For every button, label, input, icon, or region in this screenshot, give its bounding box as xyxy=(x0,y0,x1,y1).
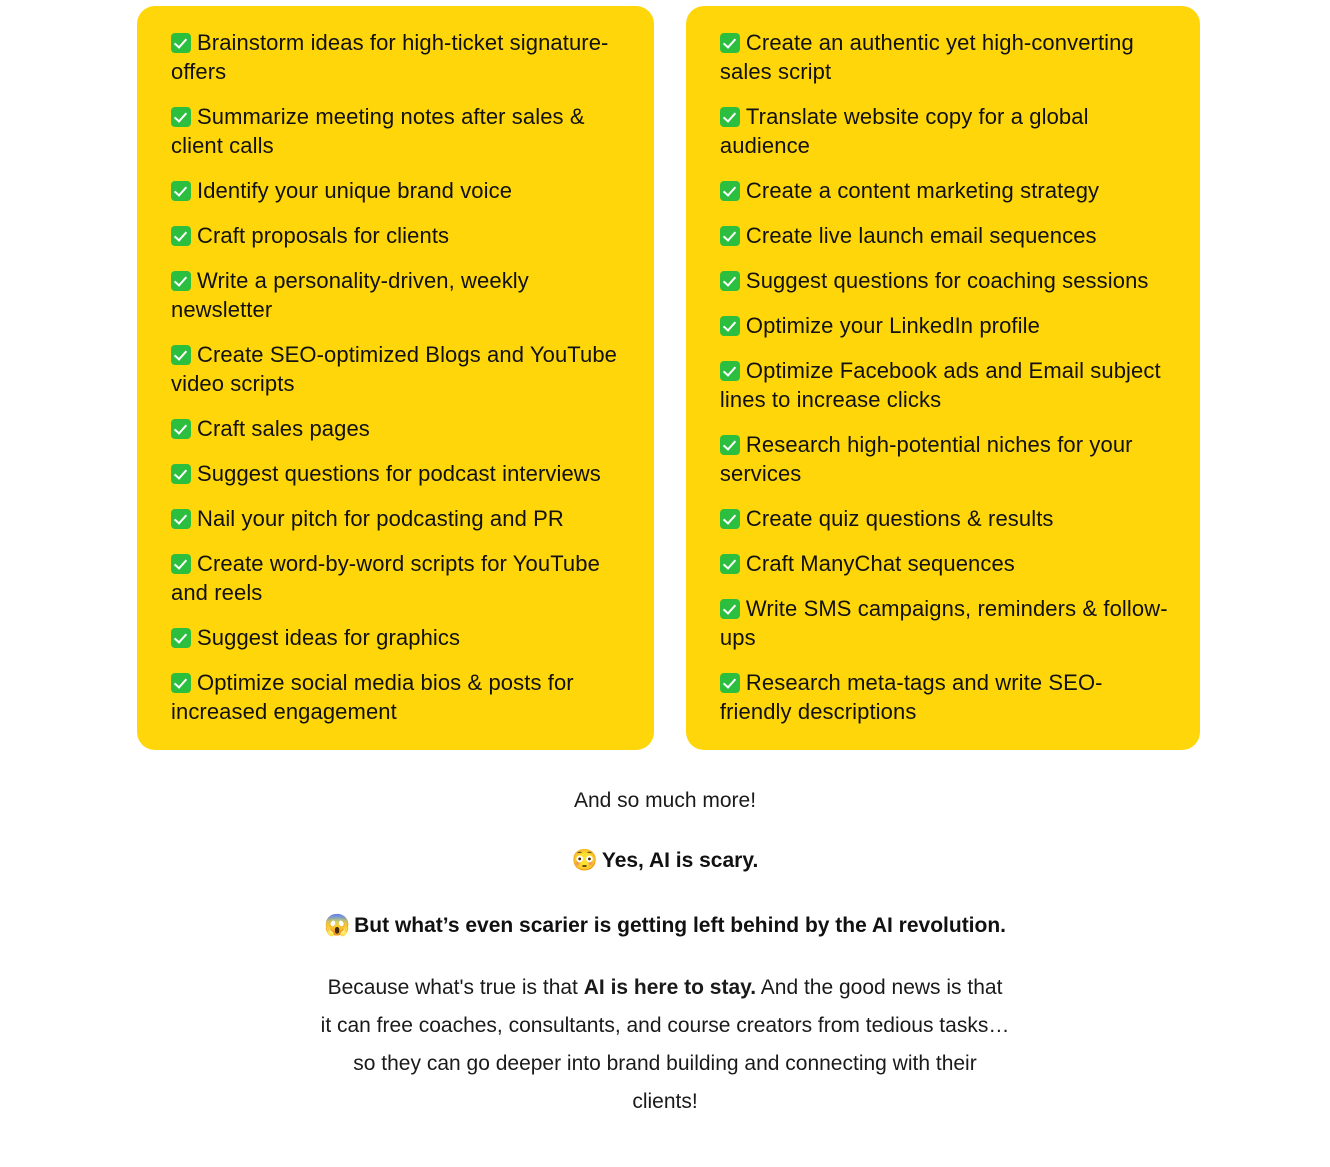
check-icon xyxy=(171,271,191,291)
list-item-label: Suggest ideas for graphics xyxy=(197,625,461,650)
flushed-face-emoji: 😳 xyxy=(571,849,598,872)
list-item-label: Identify your unique brand voice xyxy=(197,178,513,203)
list-item xyxy=(171,28,624,86)
list-item xyxy=(720,668,1170,726)
list-item xyxy=(720,28,1170,86)
list-item-label: Suggest questions for podcast interviews xyxy=(197,461,601,486)
check-icon xyxy=(720,33,740,53)
more-line: And so much more! xyxy=(573,789,757,812)
list-item-label: Research meta-tags and write SEO-friendly descriptions xyxy=(719,670,1103,724)
screaming-face-emoji: 😱 xyxy=(323,914,351,937)
check-icon xyxy=(720,107,740,127)
list-item-label: Research high-potential niches for your services xyxy=(719,432,1133,486)
list-item xyxy=(171,459,624,488)
list-item-label: Craft ManyChat sequences xyxy=(745,551,1015,576)
scary-statement xyxy=(130,846,1200,876)
check-icon xyxy=(171,345,191,365)
outro-section xyxy=(0,786,1330,1121)
list-item xyxy=(720,221,1170,250)
list-item-label: Craft sales pages xyxy=(197,416,370,441)
closing-paragraph-part1: Because what's true is that xyxy=(327,976,584,999)
feature-card-left xyxy=(137,6,654,750)
check-icon xyxy=(720,181,740,201)
check-icon xyxy=(720,316,740,336)
scary-statement-text: Yes, AI is scary. xyxy=(601,849,759,872)
list-item xyxy=(171,504,624,533)
list-item xyxy=(171,549,624,607)
list-item xyxy=(720,504,1170,533)
check-icon xyxy=(171,628,191,648)
feature-card-right xyxy=(686,6,1200,750)
check-icon xyxy=(720,599,740,619)
list-item xyxy=(171,414,624,443)
list-item-label: Create a content marketing strategy xyxy=(745,178,1100,203)
list-item xyxy=(720,311,1170,340)
check-icon xyxy=(720,271,740,291)
list-item xyxy=(171,623,624,652)
list-item-label: Brainstorm ideas for high-ticket signature-offers xyxy=(171,30,609,84)
check-icon xyxy=(171,509,191,529)
list-item xyxy=(171,340,624,398)
list-item-label: Create an authentic yet high-converting sales script xyxy=(719,30,1134,84)
check-icon xyxy=(720,361,740,381)
list-item-label: Translate website copy for a global audience xyxy=(719,104,1089,158)
check-icon xyxy=(171,554,191,574)
list-item xyxy=(720,594,1170,652)
check-icon xyxy=(171,419,191,439)
closing-paragraph-bold: AI is here to stay. xyxy=(583,976,757,999)
list-item xyxy=(720,549,1170,578)
check-icon xyxy=(720,673,740,693)
list-item xyxy=(720,266,1170,295)
list-item xyxy=(171,266,624,324)
list-item-label: Create SEO-optimized Blogs and YouTube video scripts xyxy=(171,342,618,396)
list-item xyxy=(171,102,624,160)
check-icon xyxy=(720,509,740,529)
list-item-label: Optimize your LinkedIn profile xyxy=(745,313,1040,338)
list-item xyxy=(171,221,624,250)
closing-paragraph xyxy=(320,969,1010,1121)
list-item xyxy=(720,176,1170,205)
list-item-label: Suggest questions for coaching sessions xyxy=(745,268,1149,293)
list-item-label: Write a personality-driven, weekly newsletter xyxy=(171,268,529,322)
left-behind-statement xyxy=(315,906,1015,945)
list-item-label: Optimize Facebook ads and Email subject lines to increase clicks xyxy=(719,358,1161,412)
check-icon xyxy=(171,33,191,53)
check-icon xyxy=(171,181,191,201)
list-item-label: Nail your pitch for podcasting and PR xyxy=(197,506,564,531)
list-item xyxy=(720,430,1170,488)
list-item xyxy=(171,668,624,726)
feature-cards-row xyxy=(0,6,1330,750)
left-behind-statement-text: But what’s even scarier is getting left behind by the AI revolution. xyxy=(354,914,1007,937)
list-item-label: Summarize meeting notes after sales & client calls xyxy=(171,104,585,158)
list-item-label: Create quiz questions & results xyxy=(745,506,1054,531)
list-item-label: Craft proposals for clients xyxy=(197,223,450,248)
list-item xyxy=(720,102,1170,160)
check-icon xyxy=(720,554,740,574)
closing-paragraph-part2: And the good news is that it can free coaches, consultants, and course creators from tedious tasks… so they can go deeper into brand building and connecting with their clients! xyxy=(320,976,1010,1113)
list-item xyxy=(720,356,1170,414)
list-item-label: Write SMS campaigns, reminders & follow-ups xyxy=(719,596,1168,650)
list-item xyxy=(171,176,624,205)
check-icon xyxy=(171,226,191,246)
list-item-label: Create live launch email sequences xyxy=(745,223,1097,248)
list-item-label: Create word-by-word scripts for YouTube and reels xyxy=(171,551,600,605)
check-icon xyxy=(171,673,191,693)
list-item-label: Optimize social media bios & posts for increased engagement xyxy=(171,670,574,724)
check-icon xyxy=(720,226,740,246)
check-icon xyxy=(171,464,191,484)
check-icon xyxy=(720,435,740,455)
check-icon xyxy=(171,107,191,127)
